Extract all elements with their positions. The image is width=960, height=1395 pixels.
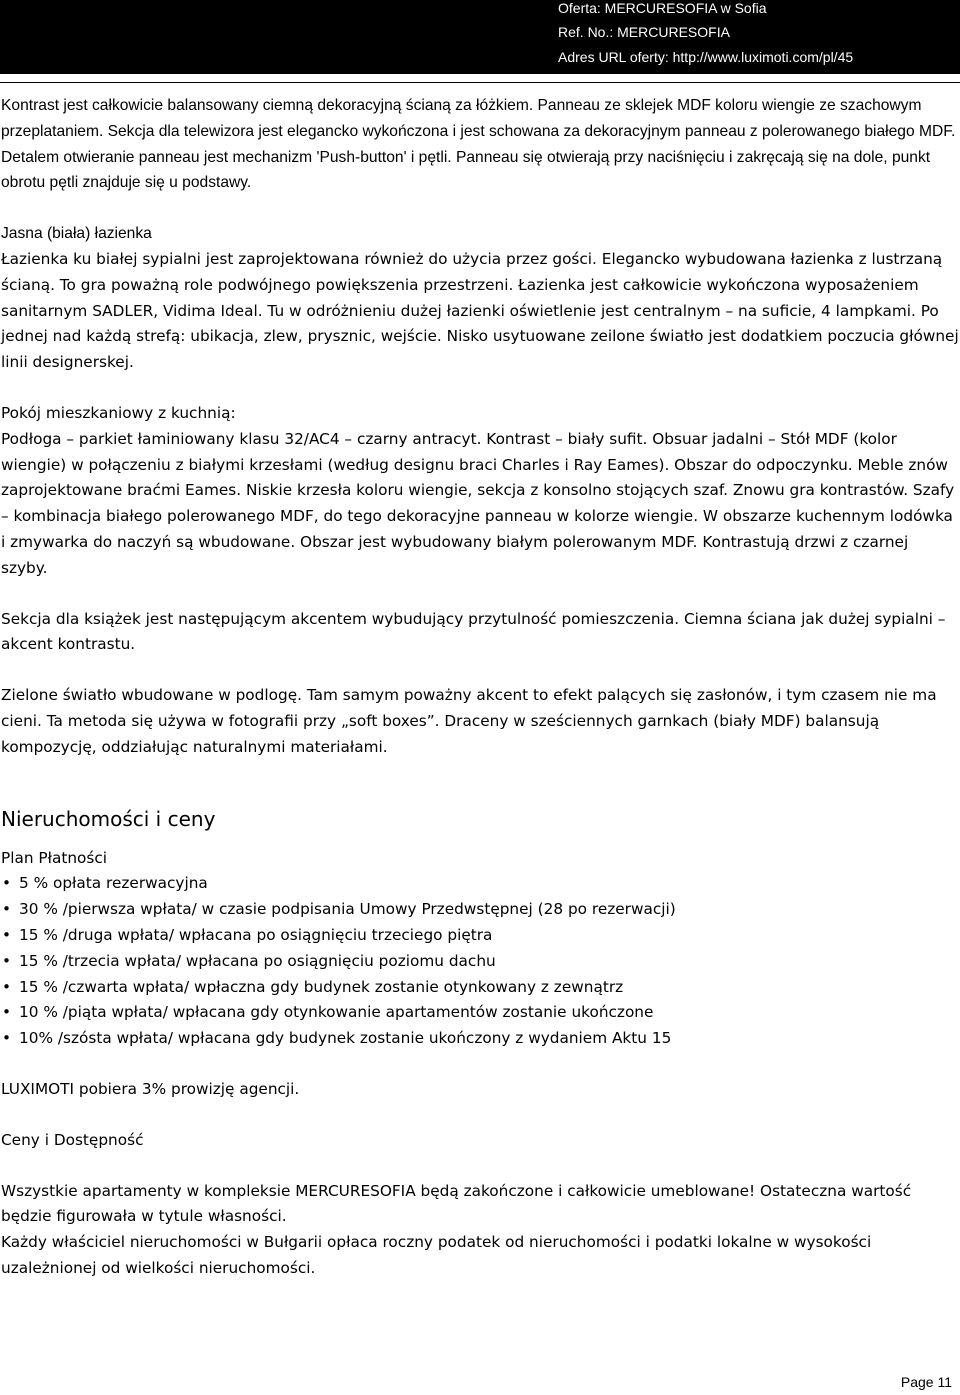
bullet-icon: • [2, 874, 12, 893]
list-item: • 10% /szósta wpłata/ wpłacana gdy budynek zostanie ukończony z wydaniem Aktu 15 [1, 1026, 959, 1052]
living-room-paragraph: Podłoga – parkiet łaminiowany klasu 32/AC4 – czarny antracyt. Kontrast – biały sufit. Obsuar jadalni – Stół MDF (kolor wiengie) w połączeniu z białymi krzesłami (według designu braci Charles i Ray Eames). Obszar do odpoczynku. Meble znów zaprojektowane braćmi Eames. Niskie krzesła koloru wiengie, sekcja z konsolno stojących szaf. Znowu gra kontrastów. Szafy – kombinacja białego polerowanego MDF, do tego dekoracyjne panneau w kolorze wiengie. W obszarze kuchennym lodówka i zmywarka do naczyń są wbudowane. Obszar jest wybudowany białym polerowanym MDF. Kontrastują drzwi z czarnej szyby. [1, 429, 955, 577]
list-item: • 5 % opłata rezerwacyjna [1, 871, 959, 897]
section-title: Nieruchomości i ceny [1, 806, 216, 831]
list-item: • 15 % /trzecia wpłata/ wpłacana po osiągnięciu poziomu dachu [1, 949, 959, 975]
bullet-icon: • [2, 951, 12, 970]
green-light-paragraph: Zielone światło wbudowane w podlogę. Tam samym poważny akcent to efekt palących się zasłonów, i tym czasem nie ma cieni. Ta metoda się używa w fotografii przy „soft boxes”. Draceny w sześciennych garnkach (biały MDF) balansują kompozycję, oddziałując naturalnymi materiałami. [1, 686, 937, 756]
bathroom-paragraph: Łazienka ku białej sypialni jest zaprojektowana również do użycia przez gości. Elegancko wybudowana łazienka z lustrzaną ścianą. To gra poważną role podwójnego powiększenia przestrzeni. Łazienka jest całkowicie wykończona wyposażeniem sanitarnym SADLER, Vidima Ideal. Tu w odróżnieniu dużej łazienki oświetlenie jest centralnym – na suficie, 4 lampkami. Po jednej nad każdą strefą: ubikacja, zlew, prysznic, wejście. Nisko usytuowane zeilone światło jest dodatkiem poczucia głównej linii designerskej. [1, 249, 959, 372]
document-header [0, 0, 960, 74]
bullet-icon: • [2, 977, 12, 996]
living-room-title: Pokój mieszkaniowy z kuchnią: [1, 403, 236, 422]
payment-list [1, 871, 959, 1052]
list-item: • 15 % /druga wpłata/ wpłacana po osiągnięciu trzeciego piętra [1, 923, 959, 949]
tax-paragraph: Każdy właściciel nieruchomości w Bułgarii opłaca roczny podatek od nieruchomości i podatki lokalne w wysokości uzależnionej od wielkości nieruchomości. [1, 1233, 872, 1277]
commission-text: LUXIMOTI pobiera 3% prowizję agencji. [1, 1079, 300, 1098]
list-item: • 15 % /czwarta wpłata/ wpłaczna gdy budynek zostanie otynkowany z zewnątrz [1, 975, 959, 1001]
header-divider [0, 82, 960, 83]
availability-title: Ceny i Dostępność [1, 1130, 144, 1149]
payment-plan-title: Plan Płatności [1, 848, 108, 867]
offer-url: Adres URL oferty: http://www.luximoti.com/pl/45 [558, 49, 854, 65]
bathroom-title: Jasna (biała) łazienka [1, 225, 152, 243]
reference-number: Ref. No.: MERCURESOFIA [558, 24, 730, 40]
availability-paragraph: Wszystkie apartamenty w kompleksie MERCURESOFIA będą zakończone i całkowicie umeblowane! Ostateczna wartość będzie figurowała w tytule własności. [1, 1181, 912, 1226]
offer-title: Oferta: MERCURESOFIA w Sofia [558, 0, 767, 16]
bullet-icon: • [2, 1003, 12, 1022]
bullet-icon: • [2, 925, 12, 944]
bullet-icon: • [2, 900, 12, 919]
bullet-icon: • [2, 1029, 12, 1048]
books-paragraph: Sekcja dla książek jest następującym akcentem wybudujący przytulność pomieszczenia. Ciemna ściana jak dużej sypialni – akcent kontrastu. [1, 609, 946, 654]
page-number: Page 11 [900, 1374, 952, 1390]
list-item: • 10 % /piąta wpłata/ wpłacana gdy otynkowanie apartamentów zostanie ukończone [1, 1000, 959, 1026]
document-body [1, 93, 959, 1282]
intro-paragraph: Kontrast jest całkowicie balansowany ciemną dekoracyjną ścianą za łóżkiem. Panneau ze sklejek MDF koloru wiengie ze szachowym przeplataniem. Sekcja dla telewizora jest elegancko wykończona i jest schowana za dekoracyjnym panneau z polerowanego białego MDF. Detalem otwieranie panneau jest mechanizm 'Push-button' i pętli. Panneau się otwierają przy naciśnięciu i zakręcają się na dole, punkt obrotu pętli znajduje się u podstawy. [1, 97, 956, 192]
list-item: • 30 % /pierwsza wpłata/ w czasie podpisania Umowy Przedwstępnej (28 po rezerwacji) [1, 897, 959, 923]
